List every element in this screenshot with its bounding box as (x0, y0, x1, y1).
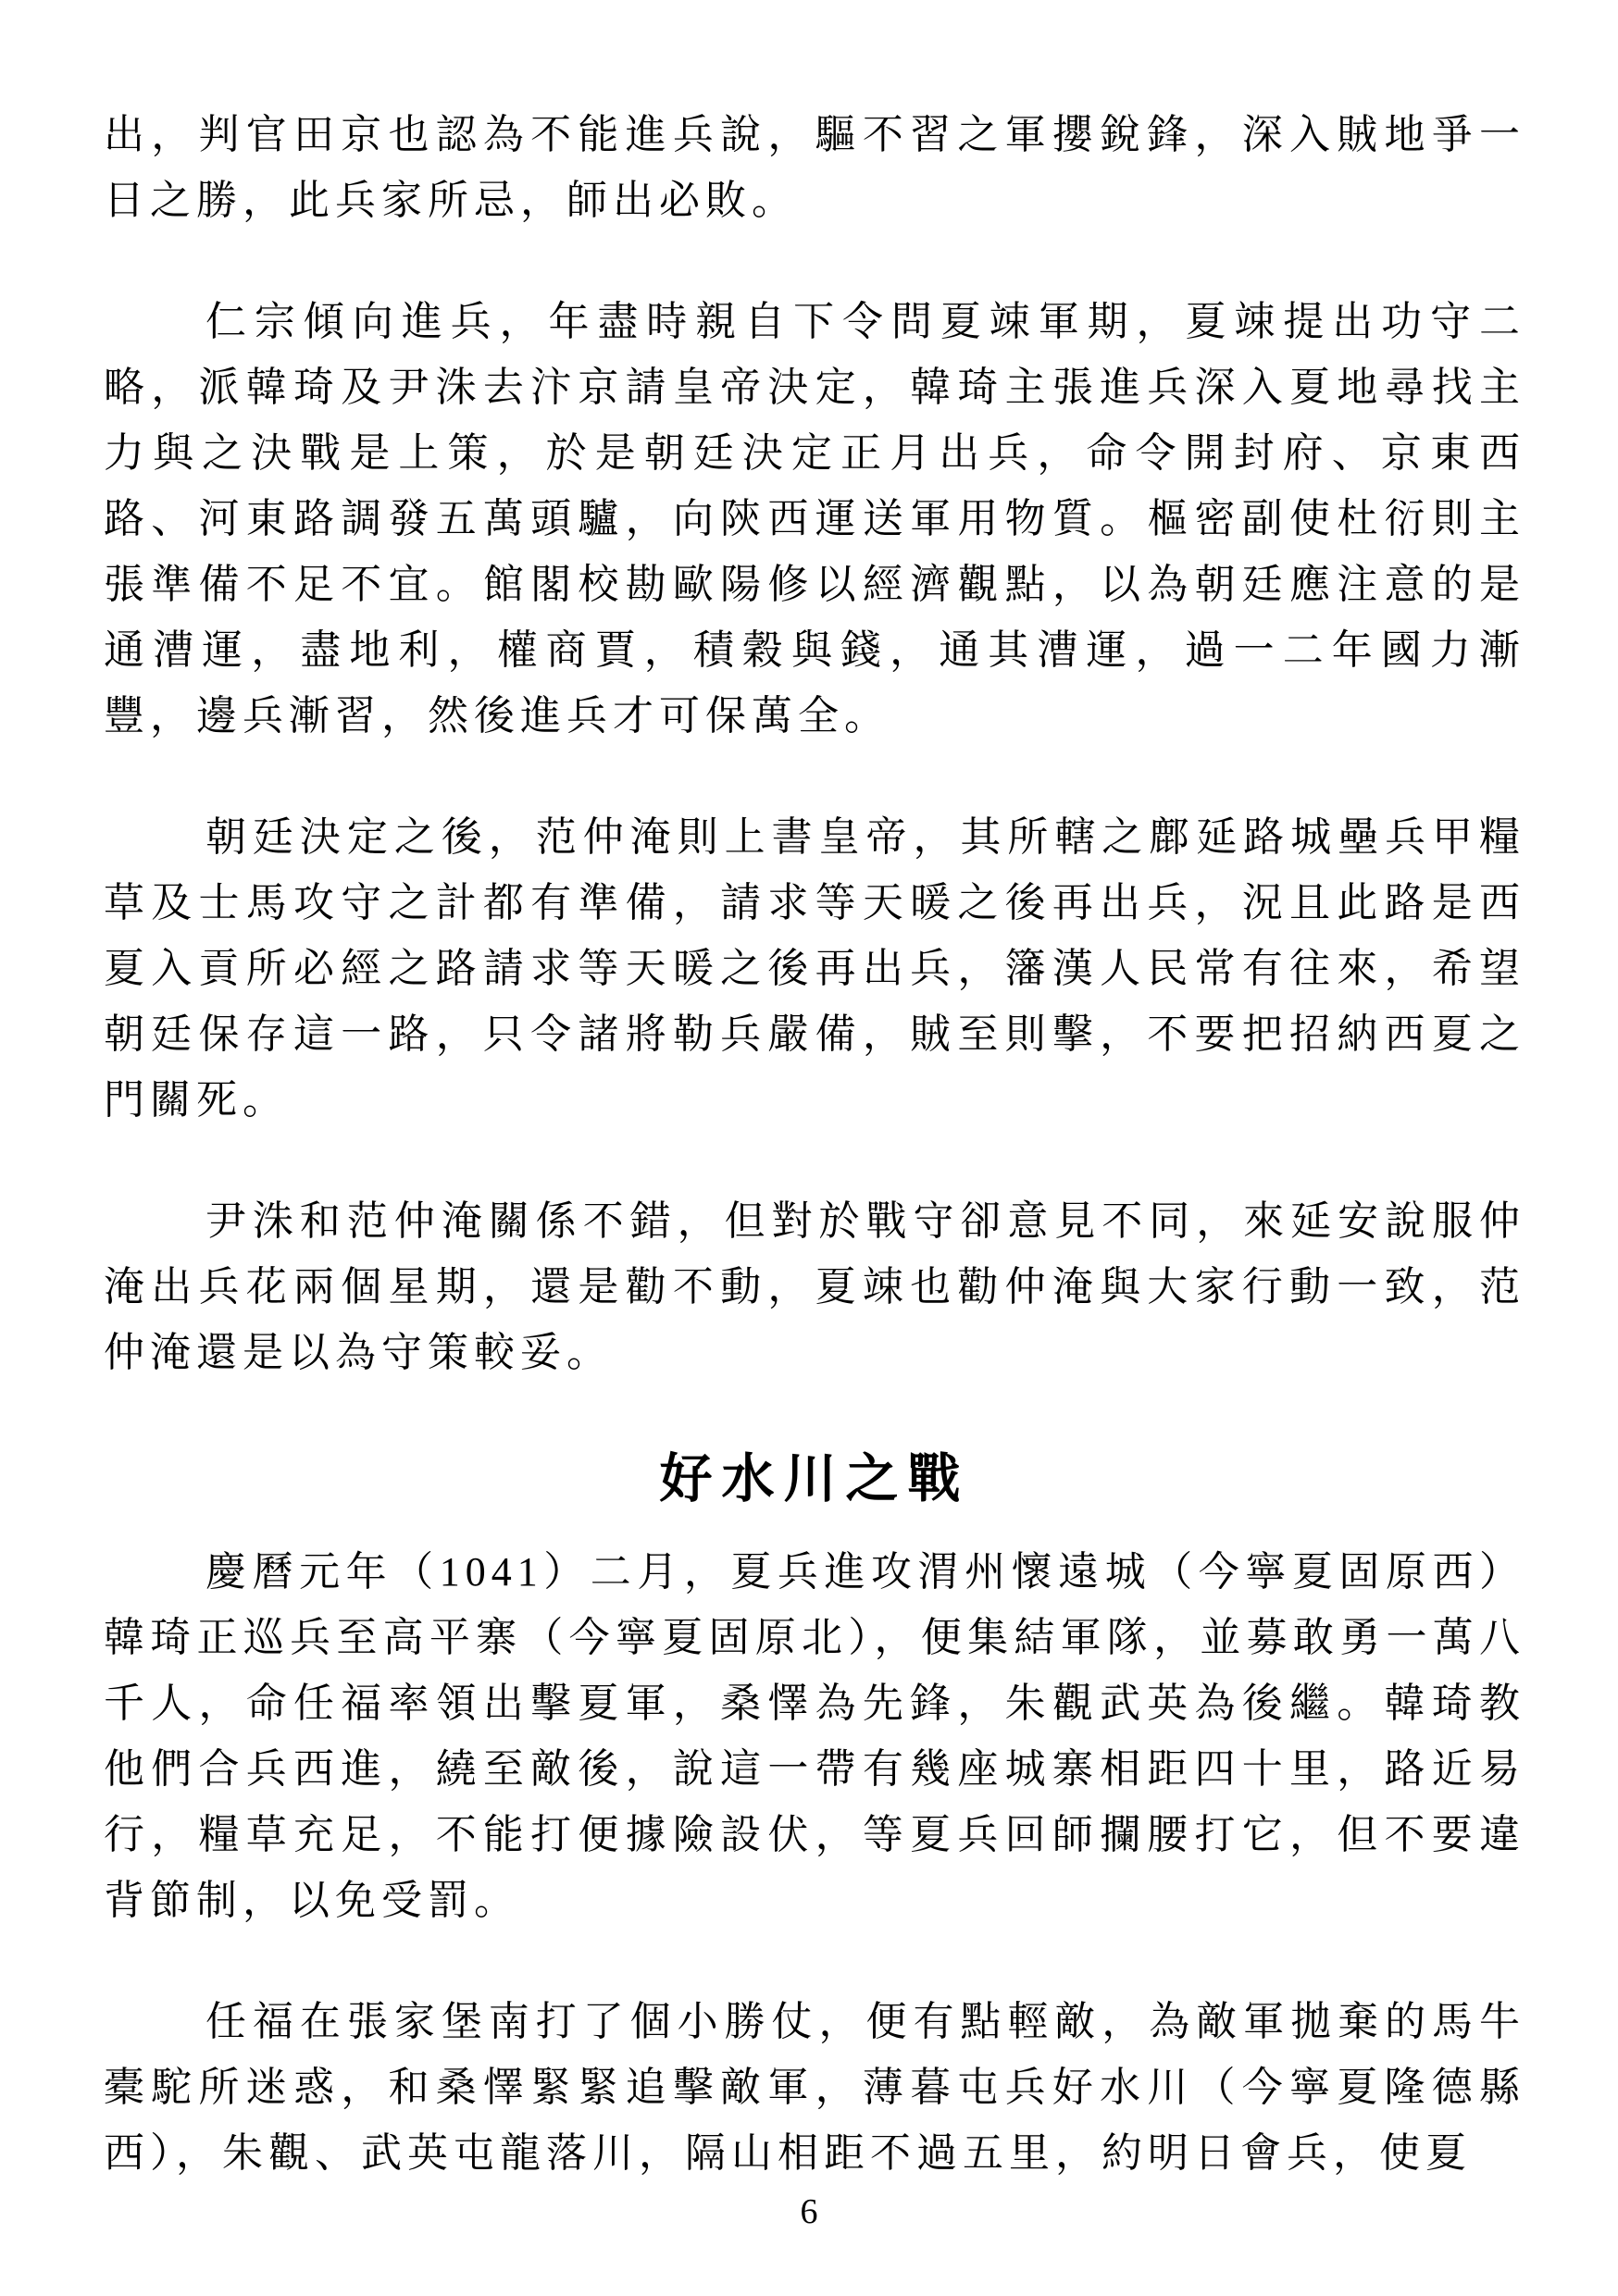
section-heading-haoshuichuan: 好水川之戰 (659, 1450, 970, 1508)
paragraph-qingli-campaign: 慶曆元年（1041）二月，夏兵進攻渭州懷遠城（今寧夏固原西）韓琦正巡兵至高平寨（今寧夏固原北），便集結軍隊，並募敢勇一萬八千人，命任福率領出擊夏軍，桑懌為先鋒，朱觀武英為後繼。韓琦教他們合兵西進，繞至敵後，說這一帶有幾座城寨相距四十里，路近易行，糧草充足，不能打便據險設伏，等夏兵回師攔腰打它，但不要違背節制，以免受罰。 (104, 1549, 1525, 1923)
paragraph-renfu-pursuit: 任福在張家堡南打了個小勝仗，便有點輕敵，為敵軍拋棄的馬牛橐駝所迷惑，和桑懌緊緊追擊敵軍，薄暮屯兵好水川（今寧夏隆德縣西），朱觀、武英屯龍落川，隔山相距不過五里，約明日會兵，使夏 (104, 1999, 1525, 2176)
paragraph-yin-zhu-persuasion: 尹洙和范仲淹關係不錯，但對於戰守卻意見不同，來延安說服仲淹出兵花兩個星期，還是勸不動，夏竦也勸仲淹與大家行動一致，范仲淹還是以為守策較妥。 (104, 1198, 1525, 1375)
paragraph-fan-zhongyan-memorial: 朝廷決定之後，范仲淹則上書皇帝，其所轄之鄜延路城壘兵甲糧草及士馬攻守之計都有準備，請求等天暖之後再出兵，況且此路是西夏入貢所必經之路請求等天暖之後再出兵，籓漢人民常有往來，希望朝廷保存這一路，只令諸將勒兵嚴備，賊至則擊，不要把招納西夏之門關死。 (104, 814, 1525, 1123)
paragraph-continuation: 出，判官田京也認為不能進兵說，驅不習之軍攖銳鋒，深入賊地爭一日之勝，此兵家所忌，師出必敗。 (104, 112, 1525, 223)
page-content (104, 102, 1525, 2241)
paragraph-renzong-advance: 仁宗傾向進兵，年盡時親自下令問夏竦軍期，夏竦提出功守二略，派韓琦及尹洙去汴京請皇帝決定，韓琦主張進兵深入夏地尋找主力與之決戰是上策，於是朝廷決定正月出兵，命令開封府、京東西路、河東路調發五萬頭驢，向陝西運送軍用物質。樞密副使杜衍則主張準備不足不宜。館閣校勘歐陽修以經濟觀點，以為朝廷應注意的是通漕運，盡地利，權商賈，積穀與錢，通其漕運，過一二年國力漸豐，邊兵漸習，然後進兵才可保萬全。 (104, 299, 1525, 738)
page-number: 6 (800, 2192, 818, 2231)
